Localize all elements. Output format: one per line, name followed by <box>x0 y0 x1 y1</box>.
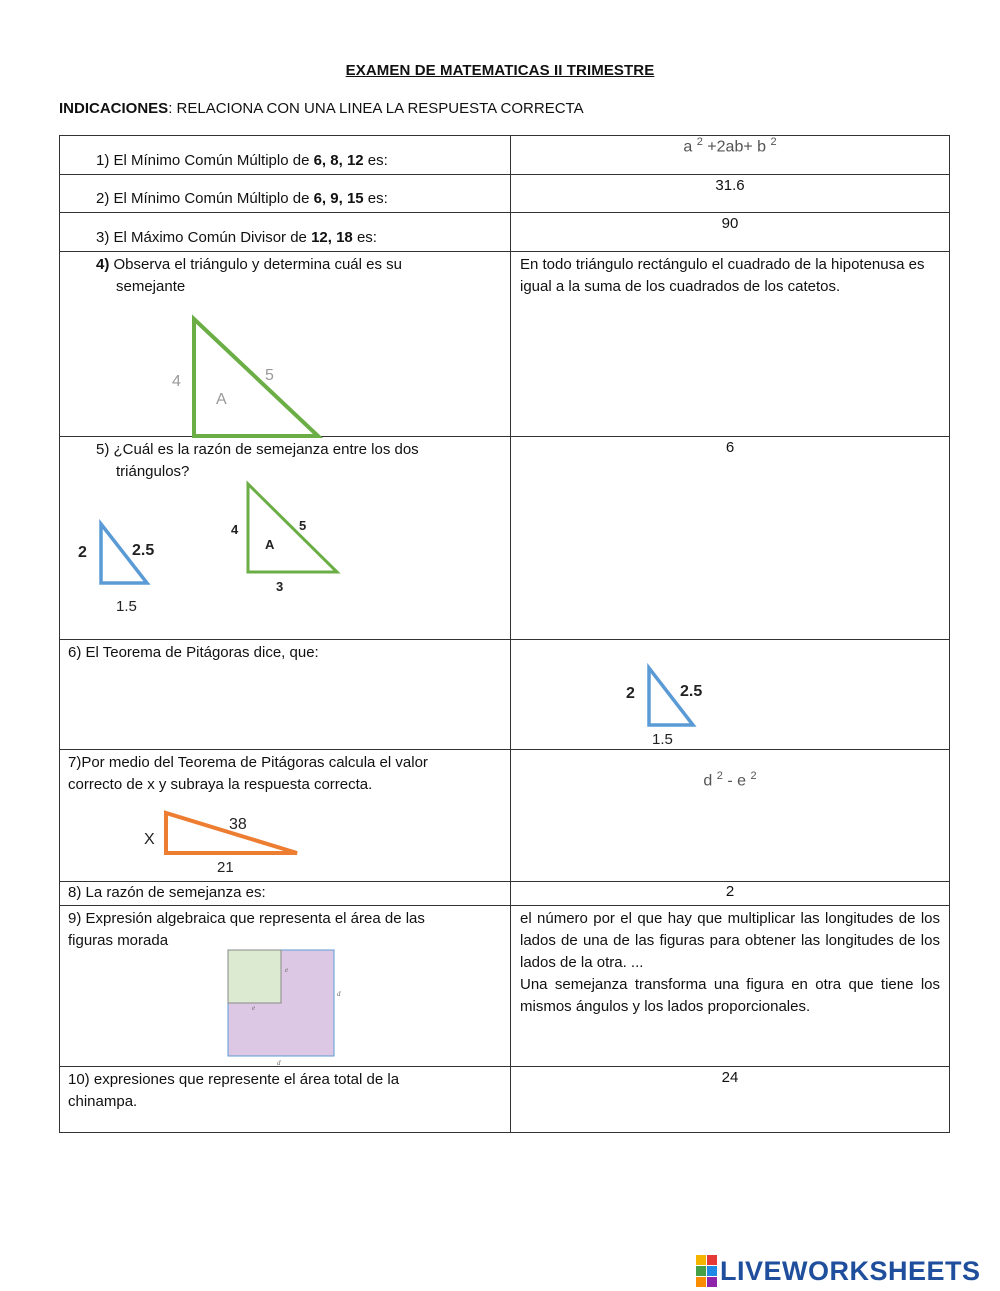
answer-4[interactable]: En todo triángulo rectángulo el cuadrado de la hipotenusa es igual a la suma de los cuadrados de los catetos. <box>511 252 950 437</box>
similar-triangles <box>70 477 370 627</box>
table-row <box>60 1067 950 1133</box>
green-square <box>228 950 281 1003</box>
page-title: EXAMEN DE MATEMATICAS II TRIMESTRE <box>345 62 655 79</box>
table-row <box>60 175 950 213</box>
question-1: 1) El Mínimo Común Múltiplo de 6, 8, 12 es: <box>60 136 511 175</box>
question-8: 8) La razón de semejanza es: <box>60 882 511 906</box>
tri-a-left-label: 4 <box>172 373 181 390</box>
logo-text: LIVEWORKSHEETS <box>720 1255 981 1286</box>
d-bottom-label: d <box>277 1059 281 1067</box>
exam-table <box>59 135 950 1133</box>
question-3: 3) El Máximo Común Divisor de 12, 18 es: <box>60 213 511 252</box>
question-2: 2) El Mínimo Común Múltiplo de 6, 9, 15 es: <box>60 175 511 213</box>
blue-answer-base: 1.5 <box>652 731 673 748</box>
blue-answer-left: 2 <box>626 685 635 702</box>
green-left-label: 4 <box>231 522 239 537</box>
green-hyp-label: 5 <box>299 518 307 533</box>
orange-hyp-label: 38 <box>229 816 247 833</box>
answer-8[interactable]: 2 <box>511 882 950 906</box>
instructions <box>59 100 584 117</box>
table-row <box>60 906 950 1067</box>
logo-icon <box>696 1255 717 1287</box>
e-side-label: e <box>252 1004 256 1012</box>
orange-triangle <box>135 805 385 885</box>
blue-answer-hyp: 2.5 <box>680 683 703 700</box>
orange-base-label: 21 <box>217 859 234 876</box>
instructions-text: : RELACIONA CON UNA LINEA LA RESPUESTA CORRECTA <box>168 100 584 117</box>
table-row <box>60 640 950 750</box>
answer-5[interactable]: 6 <box>511 437 950 640</box>
table-row <box>60 882 950 906</box>
d-right-label: d <box>337 990 341 998</box>
table-row <box>60 750 950 882</box>
green-triangle <box>248 484 337 572</box>
green-base-label: 3 <box>276 579 284 594</box>
table-row <box>60 437 950 640</box>
blue-left-label: 2 <box>78 544 87 561</box>
blue-triangle-answer <box>621 660 741 750</box>
triangle-a-large <box>160 312 330 452</box>
table-row <box>60 252 950 437</box>
green-name: A <box>265 537 275 552</box>
square-figure <box>225 948 345 1068</box>
question-4: 4) Observa el triángulo y determina cuál es su semejante 4 5 A <box>60 252 511 437</box>
blue-base-label: 1.5 <box>116 598 137 615</box>
table-row <box>60 213 950 252</box>
question-5: 5) ¿Cuál es la razón de semejanza entre los dos triángulos? 2 2.5 1.5 4 5 A 3 <box>60 437 511 640</box>
answer-2[interactable]: 31.6 <box>511 175 950 213</box>
liveworksheets-logo <box>696 1255 981 1287</box>
answer-9[interactable]: el número por el que hay que multiplicar las longitudes de los lados de una de las figuras para obtener las longitudes de los lados de la otra. ... Una semejanza transforma una figura en otra que tiene los mismos ángulos y los lados proporcionales. <box>511 906 950 1067</box>
question-7: 7)Por medio del Teorema de Pitágoras calcula el valor correcto de x y subraya la respuesta correcta. X 38 21 <box>60 750 511 882</box>
answer-1[interactable]: a $^2$ +2ab+ b $^2$ <box>511 136 950 175</box>
tri-a-name: A <box>216 391 227 408</box>
table-row <box>60 136 950 175</box>
question-6: 6) El Teorema de Pitágoras dice, que: <box>60 640 511 750</box>
question-10: 10) expresiones que represente el área total de la chinampa. <box>60 1067 511 1133</box>
triangle-a-shape <box>194 319 318 436</box>
blue-hyp-label: 2.5 <box>132 542 155 559</box>
tri-a-hyp-label: 5 <box>265 367 274 384</box>
answer-6[interactable] <box>511 640 950 750</box>
instructions-label: INDICACIONES <box>59 100 169 117</box>
answer-3[interactable]: 90 <box>511 213 950 252</box>
question-9: 9) Expresión algebraica que representa el área de las figuras morada e e d d <box>60 906 511 1067</box>
answer-7[interactable]: d $^2$ - e $^2$ <box>511 750 950 882</box>
e-top-label: e <box>285 966 289 974</box>
answer-10[interactable]: 24 <box>511 1067 950 1133</box>
orange-left-label: X <box>144 831 155 848</box>
